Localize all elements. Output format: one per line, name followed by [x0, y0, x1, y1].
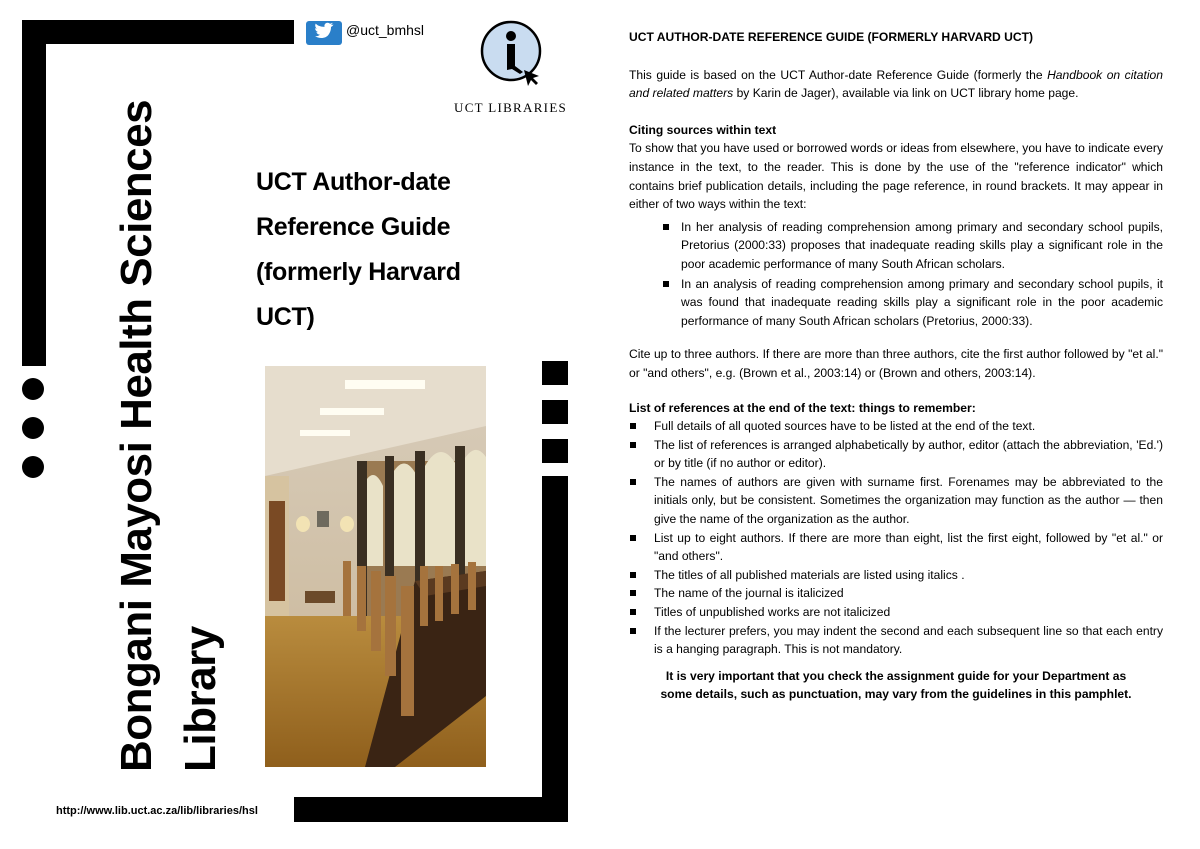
twitter-bird-icon[interactable]: [306, 21, 342, 45]
intro-paragraph: This guide is based on the UCT Author-date Reference Guide (formerly the Handbook on citation and related matters by Karin de Jager), available via link on UCT library home page.: [629, 67, 1163, 101]
uct-libraries-logo-text: UCT LIBRARIES: [454, 100, 568, 115]
decorative-dot: [22, 456, 44, 478]
reference-guide-content: [629, 28, 1163, 704]
example-item: In an analysis of reading comprehension among primary and secondary school pupils, it was found that inadequate reading skills play a significant role in the poor academic performance of many South African scholars (Pretorius, 2000:33).: [662, 275, 1163, 331]
twitter-handle[interactable]: @uct_bmhsl: [346, 22, 425, 38]
list-item: The list of references is arranged alphabetically by author, editor (attach the abbreviation, 'Ed.') or by title (if no author or editor).: [629, 436, 1163, 473]
decorative-square: [542, 361, 568, 385]
list-heading: List of references at the end of the text: things to remember:: [629, 400, 976, 415]
list-item: The name of the journal is italicized: [629, 584, 1163, 603]
list-item: If the lecturer prefers, you may indent the second and each subsequent line so that each entry is a hanging paragraph. This is not mandatory.: [629, 622, 1163, 659]
side-title-line2: Library: [176, 626, 225, 772]
cover-title: [256, 160, 516, 340]
citing-heading: Citing sources within text: [629, 122, 777, 137]
library-room-photo: [265, 366, 486, 767]
frame-top-bar: [22, 20, 294, 44]
decorative-square: [542, 400, 568, 424]
list-item: The names of authors are given with surname first. Forenames may be abbreviated to the initials only, but be consistent. Sometimes the organization may function as the author — then give the name of the organization as the author.: [629, 473, 1163, 529]
guide-heading: UCT AUTHOR-DATE REFERENCE GUIDE (FORMERLY HARVARD UCT): [629, 30, 1034, 44]
frame-right-bar: [542, 476, 568, 822]
frame-bottom-bar: [294, 797, 568, 822]
library-url-link[interactable]: http://www.lib.uct.ac.za/lib/libraries/hsl: [56, 805, 258, 817]
example-item: In her analysis of reading comprehension among primary and secondary school pupils, Pretorius (2000:33) proposes that inadequate reading skills play a significant role in the poor academic performance of many South African scholars.: [662, 218, 1163, 274]
cover-title-line: (formerly Harvard: [256, 258, 461, 286]
decorative-dot: [22, 417, 44, 439]
cover-title-line: UCT): [256, 303, 315, 331]
decorative-dot: [22, 378, 44, 400]
citing-body: To show that you have used or borrowed words or ideas from elsewhere, you have to indicate every instance in the text, to the reader. This is done by the use of the "reference indicator" which contains brief publication details, including the page reference, in round brackets. It may appear in either of two ways within the text:: [629, 141, 1163, 212]
info-i-icon: [480, 20, 542, 82]
frame-left-bar: [22, 20, 46, 366]
side-title-line1: Bongani Mayosi Health Sciences: [112, 99, 161, 772]
cover-title-line: UCT Author-date: [256, 168, 451, 196]
cover-title-line: Reference Guide: [256, 213, 451, 241]
example-list: [662, 218, 1163, 331]
list-item: Titles of unpublished works are not italicized: [629, 603, 1163, 622]
list-item: The titles of all published materials are listed using italics .: [629, 566, 1163, 585]
authors-note: Cite up to three authors. If there are more than three authors, cite the first author followed by "et al." or "and others", e.g. (Brown et al., 2003:14) or (Brown and others, 2003:14).: [629, 347, 1163, 380]
decorative-square: [542, 439, 568, 463]
list-item: Full details of all quoted sources have to be listed at the end of the text.: [629, 417, 1163, 436]
list-item: List up to eight authors. If there are more than eight, list the first eight, followed by "et al." or "and others".: [629, 529, 1163, 566]
important-note: It is very important that you check the assignment guide for your Department as some details, such as punctuation, may vary from the guidelines in this pamphlet.: [660, 668, 1132, 702]
reminder-list: [629, 417, 1163, 659]
